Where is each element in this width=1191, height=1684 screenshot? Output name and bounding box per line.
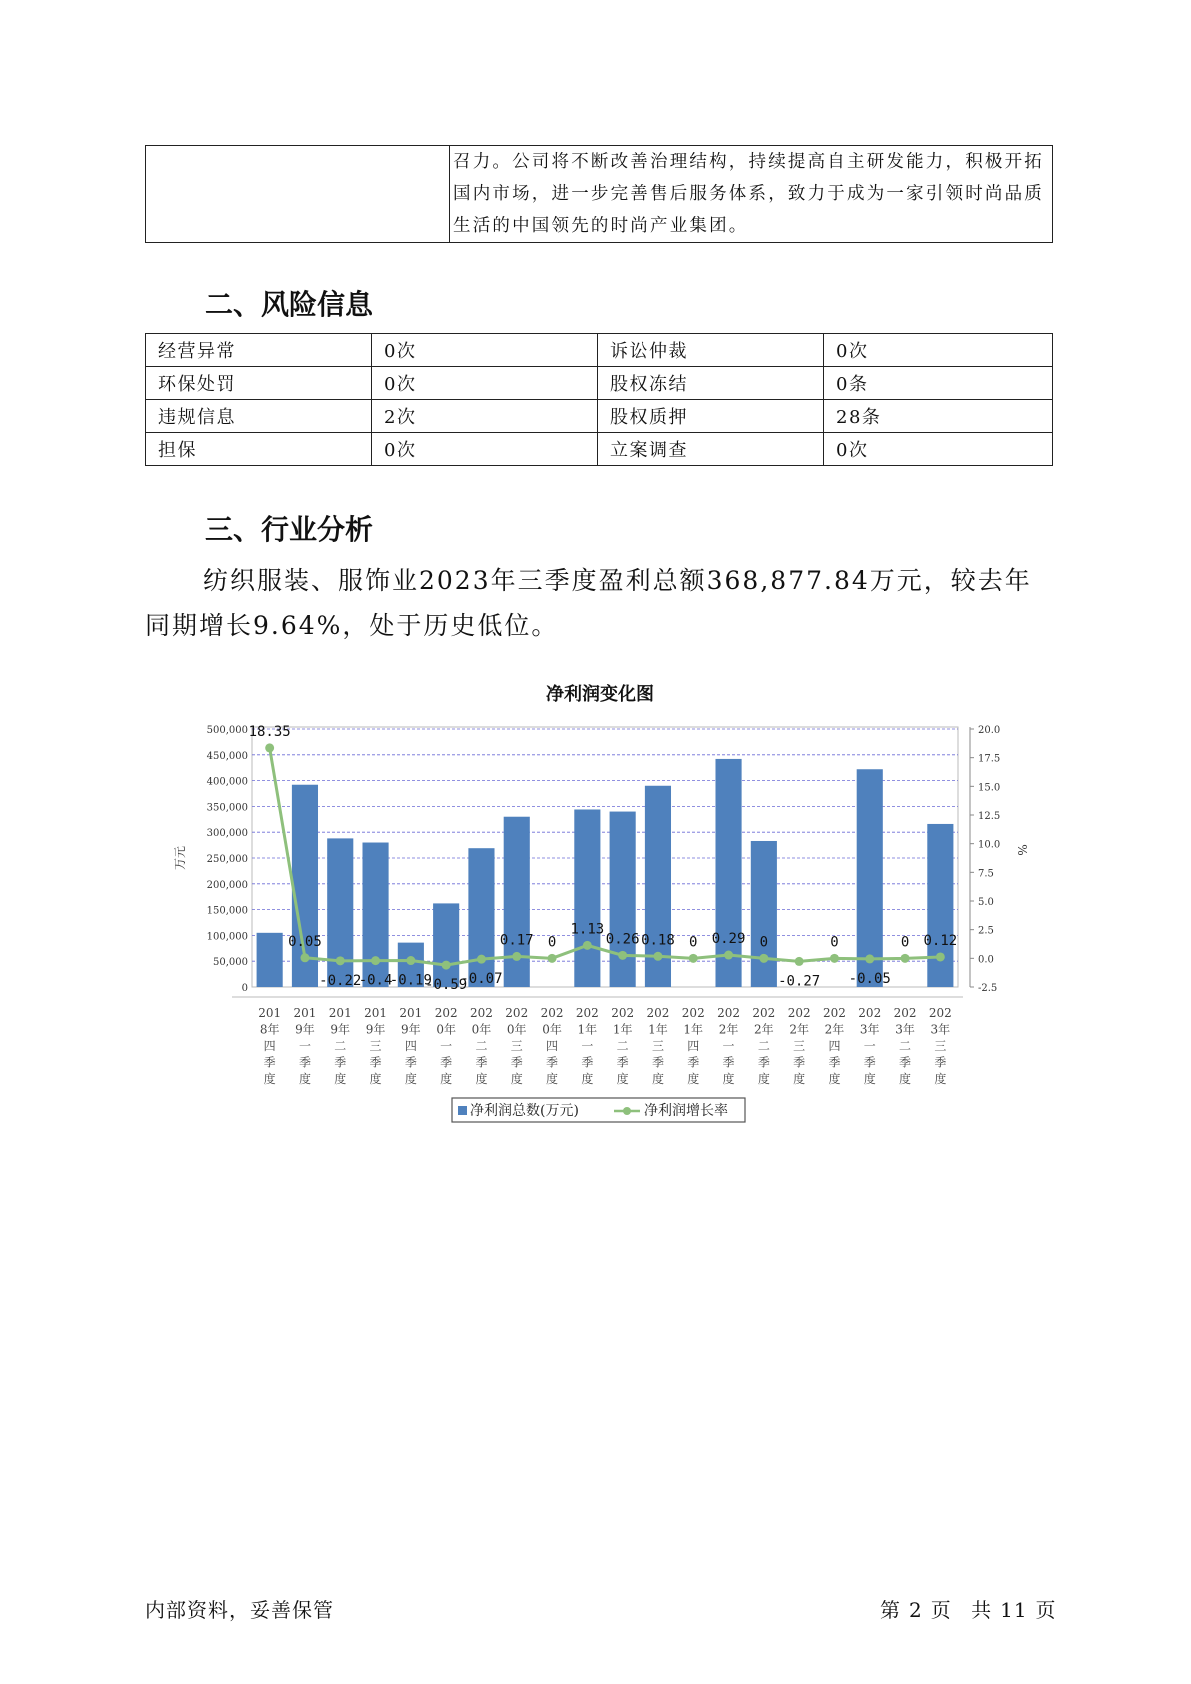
category-label: 202 bbox=[893, 1006, 917, 1020]
category-label: 二 bbox=[899, 1039, 912, 1053]
category-label: 二 bbox=[757, 1039, 770, 1053]
risk-value: 0次 bbox=[372, 367, 598, 400]
category-label: 202 bbox=[717, 1006, 741, 1020]
category-label: 202 bbox=[928, 1006, 952, 1020]
category-label: 二 bbox=[475, 1039, 488, 1053]
risk-value: 0条 bbox=[824, 367, 1053, 400]
page-prefix: 第 bbox=[880, 1598, 901, 1622]
category-label: 度 bbox=[510, 1072, 523, 1086]
category-label: 度 bbox=[616, 1072, 629, 1086]
risk-label: 环保处罚 bbox=[146, 367, 372, 400]
category-label: 0年 bbox=[506, 1022, 527, 1037]
growth-point bbox=[442, 961, 451, 970]
y2-tick-label: 5.0 bbox=[978, 897, 994, 908]
risk-value: 0次 bbox=[372, 433, 598, 466]
growth-data-label: -0.4 bbox=[358, 972, 393, 989]
growth-data-label: -0.59 bbox=[425, 977, 468, 994]
growth-data-label: 0 bbox=[900, 934, 910, 951]
risk-row bbox=[146, 367, 1053, 400]
risk-row bbox=[146, 433, 1053, 466]
category-label: 季 bbox=[546, 1055, 559, 1070]
y2-tick-label: 7.5 bbox=[978, 868, 994, 880]
category-label: 季 bbox=[722, 1055, 735, 1070]
risk-value: 28条 bbox=[824, 400, 1053, 433]
growth-data-label: 0.18 bbox=[641, 932, 675, 949]
growth-data-label: -0.22 bbox=[319, 972, 362, 989]
growth-data-label: 0.29 bbox=[711, 931, 746, 948]
risk-row bbox=[146, 334, 1053, 367]
growth-data-label: 0 bbox=[689, 934, 698, 951]
category-label: 3年 bbox=[859, 1022, 880, 1037]
growth-data-label: 0 bbox=[830, 934, 839, 951]
category-label: 三 bbox=[510, 1039, 523, 1053]
growth-point bbox=[618, 951, 627, 960]
category-label: 0年 bbox=[471, 1022, 492, 1037]
growth-point bbox=[865, 954, 874, 963]
growth-data-label: 18.35 bbox=[248, 723, 291, 740]
category-label: 季 bbox=[369, 1055, 382, 1070]
industry-heading: 三、行业分析 bbox=[205, 513, 374, 546]
category-label: 202 bbox=[540, 1006, 564, 1020]
growth-data-label: 0.17 bbox=[499, 932, 534, 949]
y2-axis-label: % bbox=[1015, 844, 1029, 856]
category-label: 1年 bbox=[683, 1022, 704, 1037]
growth-data-label: -0.05 bbox=[848, 970, 891, 987]
growth-point bbox=[406, 956, 415, 965]
category-label: 二 bbox=[616, 1039, 629, 1053]
bar bbox=[468, 848, 494, 987]
page-suffix: 页 bbox=[930, 1598, 952, 1622]
y-tick-label: 300,000 bbox=[206, 828, 248, 840]
growth-point bbox=[371, 956, 380, 965]
risk-label: 经营异常 bbox=[146, 334, 372, 367]
category-label: 度 bbox=[581, 1072, 594, 1086]
category-label: 202 bbox=[822, 1006, 846, 1020]
category-label: 度 bbox=[651, 1072, 664, 1086]
risk-label: 股权质押 bbox=[598, 400, 824, 433]
category-label: 202 bbox=[646, 1006, 670, 1020]
growth-data-label: 1.13 bbox=[570, 921, 605, 938]
category-label: 季 bbox=[475, 1055, 488, 1070]
y2-tick-label: 12.5 bbox=[978, 811, 1001, 822]
category-label: 0年 bbox=[542, 1022, 562, 1037]
y-tick-label: 150,000 bbox=[206, 905, 248, 917]
growth-data-label: 0.12 bbox=[923, 932, 958, 949]
category-label: 度 bbox=[687, 1072, 700, 1086]
intro-text-cell bbox=[450, 146, 1053, 243]
intro-table bbox=[145, 145, 1053, 243]
category-label: 三 bbox=[793, 1039, 806, 1053]
growth-data-label: 0.05 bbox=[288, 933, 322, 950]
category-label: 季 bbox=[616, 1055, 629, 1070]
category-label: 度 bbox=[899, 1072, 912, 1086]
category-label: 度 bbox=[828, 1072, 841, 1086]
category-label: 2年 bbox=[754, 1022, 774, 1037]
category-label: 季 bbox=[334, 1055, 347, 1070]
category-label: 1年 bbox=[577, 1022, 598, 1037]
bar bbox=[857, 769, 883, 987]
category-label: 四 bbox=[687, 1039, 700, 1053]
footer-note: 内部资料，妥善保管 bbox=[145, 1598, 334, 1622]
legend-bar-swatch bbox=[458, 1106, 467, 1115]
risk-label: 立案调查 bbox=[598, 433, 824, 466]
category-label: 季 bbox=[828, 1055, 841, 1070]
category-label: 一 bbox=[298, 1039, 311, 1053]
intro-empty-cell bbox=[146, 146, 450, 243]
category-label: 201 bbox=[364, 1006, 388, 1020]
y2-tick-label: 17.5 bbox=[978, 753, 1001, 765]
category-label: 季 bbox=[651, 1055, 664, 1070]
y2-tick-label: -2.5 bbox=[978, 983, 998, 994]
category-label: 二 bbox=[334, 1039, 347, 1053]
category-label: 202 bbox=[505, 1006, 529, 1020]
growth-point bbox=[300, 953, 309, 962]
category-label: 季 bbox=[757, 1055, 770, 1070]
bar bbox=[362, 843, 388, 987]
category-label: 2年 bbox=[824, 1022, 845, 1037]
risk-value: 0次 bbox=[372, 334, 598, 367]
risk-value: 0次 bbox=[824, 334, 1053, 367]
category-label: 四 bbox=[546, 1039, 559, 1053]
page-number bbox=[880, 1594, 1065, 1623]
category-label: 201 bbox=[328, 1006, 352, 1020]
intro-line-3: 生活的中国领先的时尚产业集团。 bbox=[453, 216, 749, 236]
category-label: 季 bbox=[510, 1055, 523, 1070]
risk-row bbox=[146, 400, 1053, 433]
category-label: 度 bbox=[934, 1072, 947, 1086]
growth-point bbox=[653, 952, 662, 961]
total-suffix: 页 bbox=[1035, 1598, 1057, 1622]
growth-point bbox=[795, 957, 804, 966]
category-label: 一 bbox=[440, 1039, 453, 1053]
chart-title: 净利润变化图 bbox=[546, 684, 654, 705]
intro-line-1: 召力。公司将不断改善治理结构，持续提高自主研发能力，积极开拓 bbox=[453, 152, 1044, 172]
growth-point bbox=[265, 743, 274, 752]
risk-value: 2次 bbox=[372, 400, 598, 433]
y-tick-label: 200,000 bbox=[206, 879, 248, 891]
category-label: 度 bbox=[298, 1072, 311, 1086]
category-label: 202 bbox=[752, 1006, 776, 1020]
y2-tick-label: 2.5 bbox=[978, 925, 994, 937]
growth-data-label: -0.19 bbox=[389, 972, 432, 989]
category-label: 度 bbox=[334, 1072, 347, 1086]
category-label: 三 bbox=[651, 1039, 664, 1053]
growth-point bbox=[689, 954, 698, 963]
category-label: 度 bbox=[440, 1072, 453, 1086]
y2-tick-label: 0.0 bbox=[978, 954, 994, 966]
growth-point bbox=[477, 955, 486, 964]
category-label: 季 bbox=[863, 1055, 876, 1070]
category-label: 度 bbox=[793, 1072, 806, 1086]
category-label: 度 bbox=[757, 1072, 770, 1086]
category-label: 一 bbox=[722, 1039, 735, 1053]
category-label: 202 bbox=[469, 1006, 493, 1020]
bar bbox=[504, 817, 530, 987]
y-tick-label: 450,000 bbox=[206, 750, 248, 762]
category-label: 202 bbox=[611, 1006, 635, 1020]
risk-label: 股权冻结 bbox=[598, 367, 824, 400]
growth-point bbox=[512, 952, 521, 961]
risk-table bbox=[145, 333, 1053, 466]
category-label: 1年 bbox=[612, 1022, 633, 1037]
bar bbox=[433, 903, 459, 987]
category-label: 三 bbox=[369, 1039, 382, 1053]
category-label: 一 bbox=[581, 1039, 594, 1053]
category-label: 202 bbox=[787, 1006, 811, 1020]
category-label: 2年 bbox=[789, 1022, 809, 1037]
y-tick-label: 0 bbox=[241, 983, 248, 994]
y-tick-label: 500,000 bbox=[206, 725, 248, 736]
plot-frame bbox=[252, 727, 958, 990]
category-label: 202 bbox=[858, 1006, 882, 1020]
category-label: 季 bbox=[934, 1055, 947, 1070]
category-label: 季 bbox=[793, 1055, 806, 1070]
growth-point bbox=[901, 954, 910, 963]
y-tick-label: 100,000 bbox=[206, 931, 248, 943]
category-label: 四 bbox=[263, 1039, 276, 1053]
category-label: 度 bbox=[263, 1072, 276, 1086]
category-label: 四 bbox=[404, 1039, 417, 1053]
growth-point bbox=[548, 954, 557, 963]
category-label: 度 bbox=[404, 1072, 417, 1086]
growth-data-label: 0.26 bbox=[605, 931, 640, 948]
y-tick-label: 400,000 bbox=[206, 776, 248, 788]
category-label: 季 bbox=[440, 1055, 453, 1070]
category-label: 1年 bbox=[648, 1022, 668, 1037]
growth-data-label: -0.27 bbox=[778, 973, 821, 990]
risk-label: 违规信息 bbox=[146, 400, 372, 433]
growth-data-label: -0.07 bbox=[460, 971, 503, 988]
category-label: 四 bbox=[828, 1039, 841, 1053]
total-pages: 11 bbox=[1000, 1598, 1028, 1622]
bar bbox=[574, 809, 600, 987]
y-tick-label: 250,000 bbox=[206, 854, 248, 865]
category-label: 三 bbox=[934, 1039, 947, 1053]
category-label: 季 bbox=[263, 1055, 276, 1070]
category-label: 度 bbox=[369, 1072, 382, 1086]
y2-tick-label: 10.0 bbox=[978, 839, 1001, 851]
category-label: 度 bbox=[546, 1072, 559, 1086]
y-axis-label: 万元 bbox=[173, 845, 187, 871]
risk-value: 0次 bbox=[824, 433, 1053, 466]
category-label: 3年 bbox=[895, 1022, 915, 1037]
category-label: 3年 bbox=[930, 1022, 951, 1037]
category-label: 季 bbox=[687, 1055, 700, 1070]
y2-tick-label: 15.0 bbox=[978, 782, 1001, 794]
category-label: 2年 bbox=[718, 1022, 739, 1037]
category-label: 季 bbox=[404, 1055, 417, 1070]
legend-bar-label: 净利润总数(万元) bbox=[470, 1103, 579, 1119]
y-tick-label: 350,000 bbox=[206, 802, 248, 814]
growth-point bbox=[583, 941, 592, 950]
net-profit-chart bbox=[170, 710, 1030, 1130]
intro-line-2: 国内市场，进一步完善售后服务体系，致力于成为一家引领时尚品质 bbox=[453, 184, 1044, 204]
page-current: 2 bbox=[909, 1598, 923, 1622]
category-label: 201 bbox=[399, 1006, 423, 1020]
growth-point bbox=[724, 951, 733, 960]
category-label: 202 bbox=[681, 1006, 705, 1020]
legend-line-label: 净利润增长率 bbox=[644, 1103, 728, 1119]
category-label: 度 bbox=[863, 1072, 876, 1086]
y2-tick-label: 20.0 bbox=[978, 725, 1001, 736]
category-label: 季 bbox=[298, 1055, 311, 1070]
category-label: 季 bbox=[899, 1055, 912, 1070]
category-label: 0年 bbox=[436, 1022, 456, 1037]
growth-point bbox=[830, 954, 839, 963]
category-label: 9年 bbox=[330, 1022, 351, 1037]
growth-data-label: 0 bbox=[759, 934, 769, 951]
category-label: 9年 bbox=[365, 1022, 386, 1037]
category-label: 9年 bbox=[295, 1022, 315, 1037]
y-tick-label: 50,000 bbox=[213, 957, 248, 969]
category-label: 9年 bbox=[401, 1022, 421, 1037]
category-label: 度 bbox=[475, 1072, 488, 1086]
industry-paragraph: 纺织服装、服饰业2023年三季度盈利总额368,877.84万元，较去年同期增长9.64%，处于历史低位。 bbox=[145, 566, 1032, 640]
bar bbox=[751, 841, 777, 987]
category-label: 8年 bbox=[259, 1022, 280, 1037]
category-label: 201 bbox=[293, 1006, 317, 1020]
risk-heading: 二、风险信息 bbox=[205, 288, 374, 321]
category-label: 202 bbox=[434, 1006, 458, 1020]
growth-data-label: 0 bbox=[547, 934, 557, 951]
category-label: 202 bbox=[575, 1006, 599, 1020]
growth-point bbox=[759, 954, 768, 963]
legend-line-marker bbox=[623, 1107, 631, 1115]
risk-label: 担保 bbox=[146, 433, 372, 466]
bar bbox=[610, 812, 636, 987]
risk-label: 诉讼仲裁 bbox=[598, 334, 824, 367]
growth-point bbox=[336, 956, 345, 965]
total-prefix: 共 bbox=[971, 1598, 993, 1622]
category-label: 季 bbox=[581, 1055, 594, 1070]
category-label: 一 bbox=[863, 1039, 876, 1053]
bar bbox=[927, 824, 953, 987]
category-label: 度 bbox=[722, 1072, 735, 1086]
bar bbox=[257, 933, 283, 987]
category-label: 201 bbox=[258, 1006, 282, 1020]
growth-point bbox=[936, 952, 945, 961]
